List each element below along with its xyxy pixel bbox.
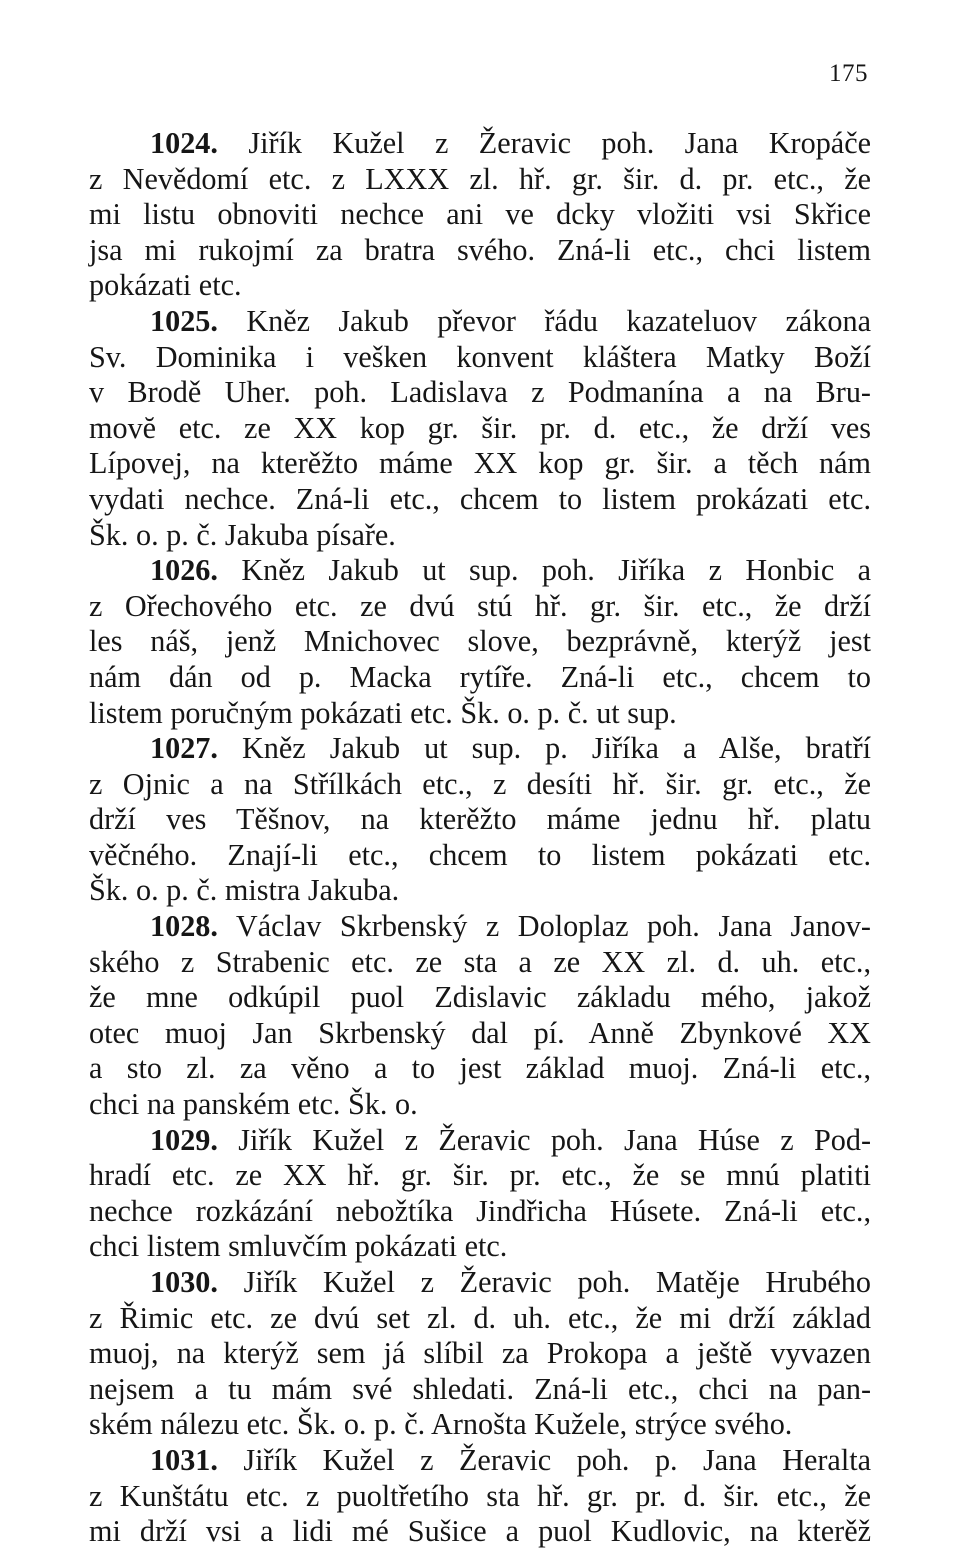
entry-line — [89, 1479, 871, 1515]
entry-number: 1025. — [150, 303, 218, 338]
entry-first-line — [89, 1443, 871, 1479]
entry-line-text: listem poručným pokázati etc. Šk. o. p. č. ut sup. — [89, 695, 677, 730]
entry-line-text: jsa mi rukojmí za bratra svého. Zná-li etc., chci listem — [89, 232, 871, 267]
entry-line — [89, 1372, 871, 1408]
entry-number: 1031. — [150, 1442, 218, 1477]
entry-line — [89, 411, 871, 447]
entry-line — [89, 446, 871, 482]
entry-line-text: věčného. Znají-li etc., chcem to listem pokázati etc. — [89, 837, 871, 872]
entry-line — [89, 802, 871, 838]
entry-number: 1028. — [150, 909, 218, 944]
entry-line-text: Kněz Jakub ut sup. poh. Jiříka z Honbic a — [241, 553, 871, 588]
entry-first-line — [89, 731, 871, 767]
entry-line-text: nechce rozkázání nebožtíka Jindřicha Húsete. Zná-li etc., — [89, 1193, 871, 1228]
entry-line — [89, 482, 871, 518]
entry-number: 1030. — [150, 1265, 218, 1299]
entry-number: 1024. — [150, 126, 218, 160]
entry-line — [89, 268, 871, 304]
entry-first-line — [89, 553, 871, 589]
entry-line — [89, 518, 871, 554]
entry-line-text: Šk. o. p. č. mistra Jakuba. — [89, 873, 400, 908]
entry-line-text: chci listem smluvčím pokázati etc. — [89, 1229, 508, 1264]
entry-first-line — [89, 304, 871, 340]
entry-line-text: ském nálezu etc. Šk. o. p. č. Arnošta Kužele, strýce svého. — [89, 1407, 793, 1442]
entry-line-text: vydati nechce. Zná-li etc., chcem to listem prokázati etc. — [89, 481, 871, 516]
entry-line-text: v Brodě Uher. poh. Ladislava z Podmanína a na Bru- — [89, 375, 871, 410]
entry-line — [89, 767, 871, 803]
entry-line — [89, 1016, 871, 1052]
entry-number: 1029. — [150, 1122, 218, 1157]
entry-line-text: Václav Skrbenský z Doloplaz poh. Jana Janov- — [235, 909, 871, 944]
entry-line-text: muoj, na kterýž sem já slíbil za Prokopa a ještě vyvazen — [89, 1336, 871, 1371]
text-block — [89, 126, 871, 1550]
entry-first-line — [89, 1123, 871, 1159]
entry-line-text: chci na panském etc. Šk. o. — [89, 1087, 418, 1122]
entry-line-text: z Nevědomí etc. z LXXX zl. hř. gr. šir. d. pr. etc., že — [89, 161, 871, 196]
entry-line — [89, 162, 871, 198]
entry-line — [89, 873, 871, 909]
entry-line — [89, 980, 871, 1016]
entry-line-text: mi drží vsi a lidi mé Sušice a puol Kudlovic, na kterěž — [89, 1514, 871, 1549]
entry-line-text: movĕ etc. ze XX kop gr. šir. pr. d. etc., že drží ves — [89, 410, 871, 445]
entry-line-text: Šk. o. p. č. Jakuba písaře. — [89, 517, 396, 552]
entry-first-line — [89, 126, 871, 162]
entry-first-line — [89, 1265, 871, 1301]
entry-line-text: že mne odkúpil puol Zdislavic základu mého, jakož — [89, 980, 871, 1015]
entry-line-text: Jiřík Kužel z Žeravic poh. Jana Húse z Pod- — [238, 1122, 872, 1157]
page-number: 175 — [829, 60, 868, 87]
entry-line-text: z Řimic etc. ze dvú set zl. d. uh. etc., že mi drží základ — [89, 1300, 871, 1335]
entry-line-text: Lípovej, na kterěžto máme XX kop gr. šir. a těch nám — [89, 446, 871, 481]
entry-line — [89, 1336, 871, 1372]
entry-line — [89, 624, 871, 660]
entry-number: 1027. — [150, 731, 218, 766]
entry-line-text: Sv. Dominika i vešken konvent kláštera Matky Boží — [89, 339, 871, 374]
entry-line-text: Jiřík Kužel z Žeravic poh. Jana Kropáče — [248, 126, 871, 160]
entry-line-text: a sto zl. za věno a to jest základ muoj. Zná-li etc., — [89, 1051, 871, 1086]
entry-line — [89, 1407, 871, 1443]
entry-line — [89, 660, 871, 696]
entry-line — [89, 945, 871, 981]
entry-line — [89, 1051, 871, 1087]
entry-line — [89, 838, 871, 874]
entry-line — [89, 1301, 871, 1337]
entry-line — [89, 375, 871, 411]
entry-line — [89, 1229, 871, 1265]
entry-line-text: ského z Strabenic etc. ze sta a ze XX zl. d. uh. etc., — [89, 944, 871, 979]
entry-line — [89, 1514, 871, 1550]
entry-line-text: nejsem a tu mám své shledati. Zná-li etc., chci na pan- — [89, 1371, 871, 1406]
entry-line-text: nám dán od p. Macka rytíře. Zná-li etc., chcem to — [89, 659, 871, 694]
entry-line-text: les náš, jenž Mnichovec slove, bezprávně, kterýž jest — [89, 624, 871, 659]
entry-line-text: hradí etc. ze XX hř. gr. šir. pr. etc., že se mnú platiti — [89, 1158, 871, 1193]
entry-line-text: z Kunštátu etc. z puoltřetího sta hř. gr. pr. d. šir. etc., že — [89, 1478, 871, 1513]
entry-first-line — [89, 909, 871, 945]
entry-line-text: drží ves Těšnov, na kterěžto máme jednu hř. platu — [89, 802, 871, 837]
entry-line — [89, 1087, 871, 1123]
entry-line-text: otec muoj Jan Skrbenský dal pí. Anně Zbynkové XX — [89, 1015, 871, 1050]
entry-line-text: Jiřík Kužel z Žeravic poh. Matěje Hrubého — [243, 1265, 871, 1299]
entry-line-text: pokázati etc. — [89, 268, 242, 303]
entry-line-text: Kněz Jakub ut sup. p. Jiříka a Alše, bratří — [241, 731, 872, 766]
entry-line-text: Kněz Jakub převor řádu kazateluov zákona — [246, 303, 872, 338]
entry-line-text: z Ojnic a na Střílkách etc., z desíti hř. šir. gr. etc., že — [89, 766, 871, 801]
entry-line — [89, 197, 871, 233]
entry-line-text: Jiřík Kužel z Žeravic poh. p. Jana Heralta — [243, 1442, 872, 1477]
entry-number: 1026. — [150, 553, 218, 588]
entry-line — [89, 233, 871, 269]
entry-line — [89, 589, 871, 625]
entry-line — [89, 340, 871, 376]
entry-line — [89, 1158, 871, 1194]
entry-line-text: z Ořechového etc. ze dvú stú hř. gr. šir. etc., že drží — [89, 588, 871, 623]
entry-line-text: mi listu obnoviti nechce ani ve dcky vložiti vsi Skřice — [89, 197, 871, 232]
entry-line — [89, 1194, 871, 1230]
entry-line — [89, 696, 871, 732]
